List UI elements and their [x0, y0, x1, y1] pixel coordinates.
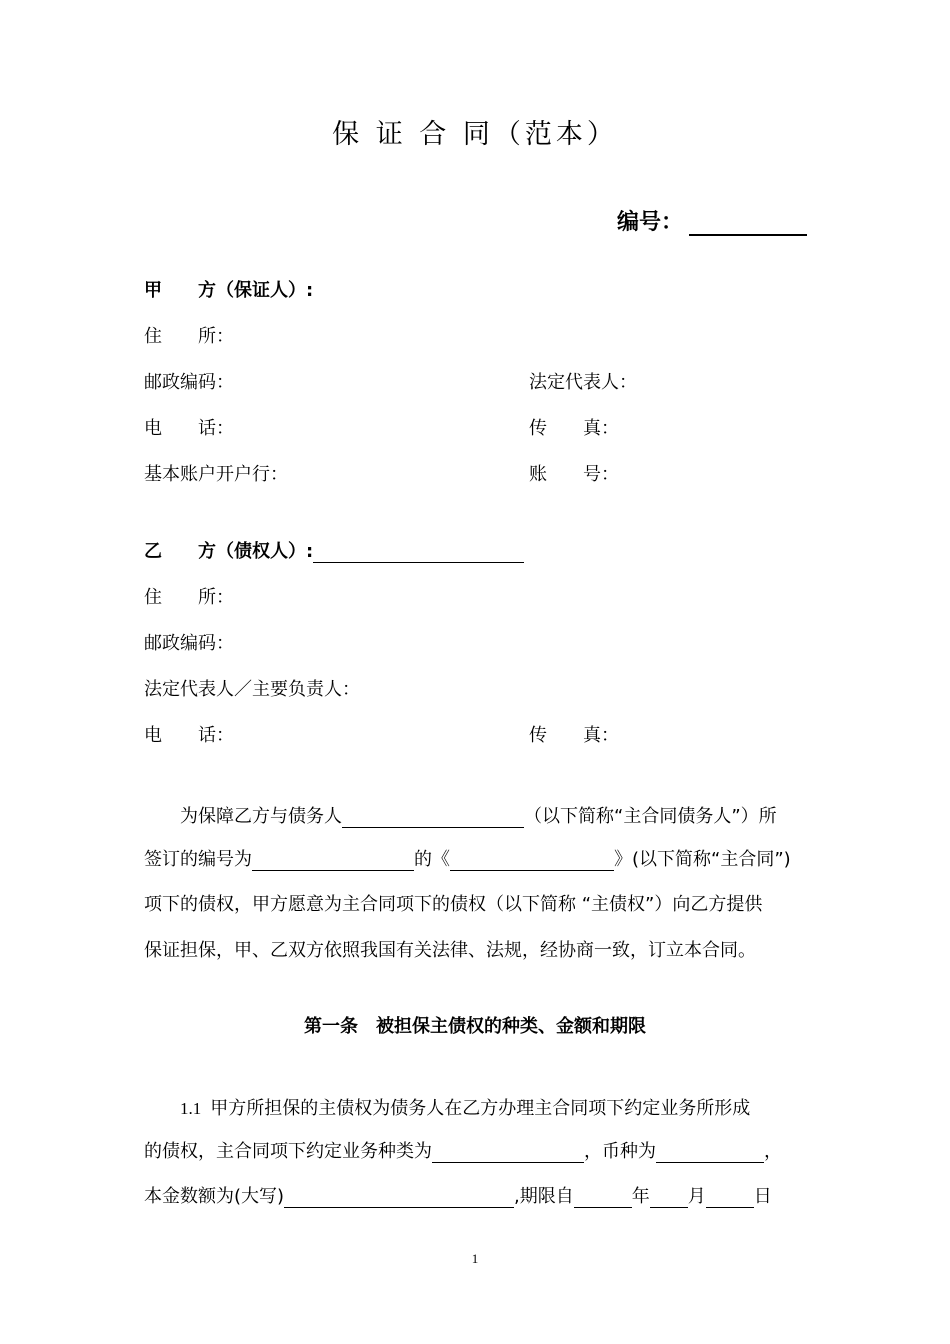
- party-a-postal: 邮政编码：: [144, 372, 234, 393]
- intro-text: （以下简称“主合同债务人”）所: [524, 806, 777, 827]
- party-b-phone: 电 话：: [144, 725, 234, 746]
- clause-text: 甲方所担保的主债权为债务人在乙方办理主合同项下约定业务所形成: [210, 1098, 751, 1119]
- intro-text: 签订的编号为: [144, 849, 252, 870]
- party-a-fax: 传 真：: [529, 418, 619, 439]
- clause-text: 月: [687, 1186, 706, 1207]
- party-a-bank: 基本账户开户行：: [144, 464, 288, 485]
- party-b-heading-row: [144, 537, 524, 563]
- clause-text: ，: [764, 1141, 782, 1162]
- contract-number: [617, 205, 807, 236]
- intro-line-3: 项下的债权，甲方愿意为主合同项下的债权（以下简称 “主债权”）向乙方提供: [144, 894, 763, 915]
- year-blank: [574, 1187, 632, 1208]
- currency-blank: [656, 1142, 764, 1163]
- clause-text: 的债权，主合同项下约定业务种类为: [144, 1141, 432, 1162]
- contract-number-blank: [689, 233, 807, 236]
- clause-number: 1.1: [180, 1099, 202, 1118]
- intro-text: 的《: [414, 849, 450, 870]
- intro-line-4: 保证担保，甲、乙双方依照我国有关法律、法规，经协商一致，订立本合同。: [144, 940, 756, 961]
- document-title: 保 证 合 同（范本）: [332, 119, 618, 150]
- clause-text: 日: [753, 1186, 772, 1207]
- party-b-heading: 乙 方（债权人）:: [144, 541, 314, 562]
- business-type-blank: [432, 1142, 584, 1163]
- clause-text: 本金数额为(大写): [144, 1186, 285, 1207]
- party-b-legal-rep: 法定代表人／主要负责人：: [144, 679, 360, 700]
- party-b-fax: 传 真：: [529, 725, 619, 746]
- party-a-legal-rep: 法定代表人：: [529, 372, 637, 393]
- party-b-postal: 邮政编码：: [144, 633, 234, 654]
- party-a-heading: 甲 方（保证人）:: [144, 280, 314, 301]
- debtor-blank: [342, 807, 524, 828]
- contract-number-label: 编号：: [616, 210, 683, 235]
- clause-text: ,期限自: [514, 1186, 574, 1207]
- party-b-blank: [313, 542, 524, 563]
- party-a-account: 账 号：: [529, 464, 619, 485]
- party-a-address: 住 所：: [144, 326, 234, 347]
- intro-line-2: [144, 845, 808, 871]
- page-number: 1: [471, 1251, 479, 1266]
- article-1-line-2: [144, 1137, 808, 1163]
- clause-text: ，币种为: [584, 1141, 656, 1162]
- intro-text: 》(以下简称“主合同”): [614, 849, 791, 870]
- article-1-line-3: [144, 1182, 808, 1208]
- contract-name-blank: [450, 850, 614, 871]
- month-blank: [650, 1187, 688, 1208]
- day-blank: [706, 1187, 754, 1208]
- party-a-phone: 电 话：: [144, 418, 234, 439]
- article-1-line-1: [144, 1094, 808, 1120]
- clause-text: 年: [631, 1186, 650, 1207]
- contract-no-blank: [252, 850, 414, 871]
- party-b-address: 住 所：: [144, 587, 234, 608]
- intro-text: 为保障乙方与债务人: [180, 806, 342, 827]
- article-1-heading: 第一条 被担保主债权的种类、金额和期限: [304, 1016, 646, 1037]
- intro-line-1: [144, 802, 808, 828]
- amount-blank: [284, 1187, 514, 1208]
